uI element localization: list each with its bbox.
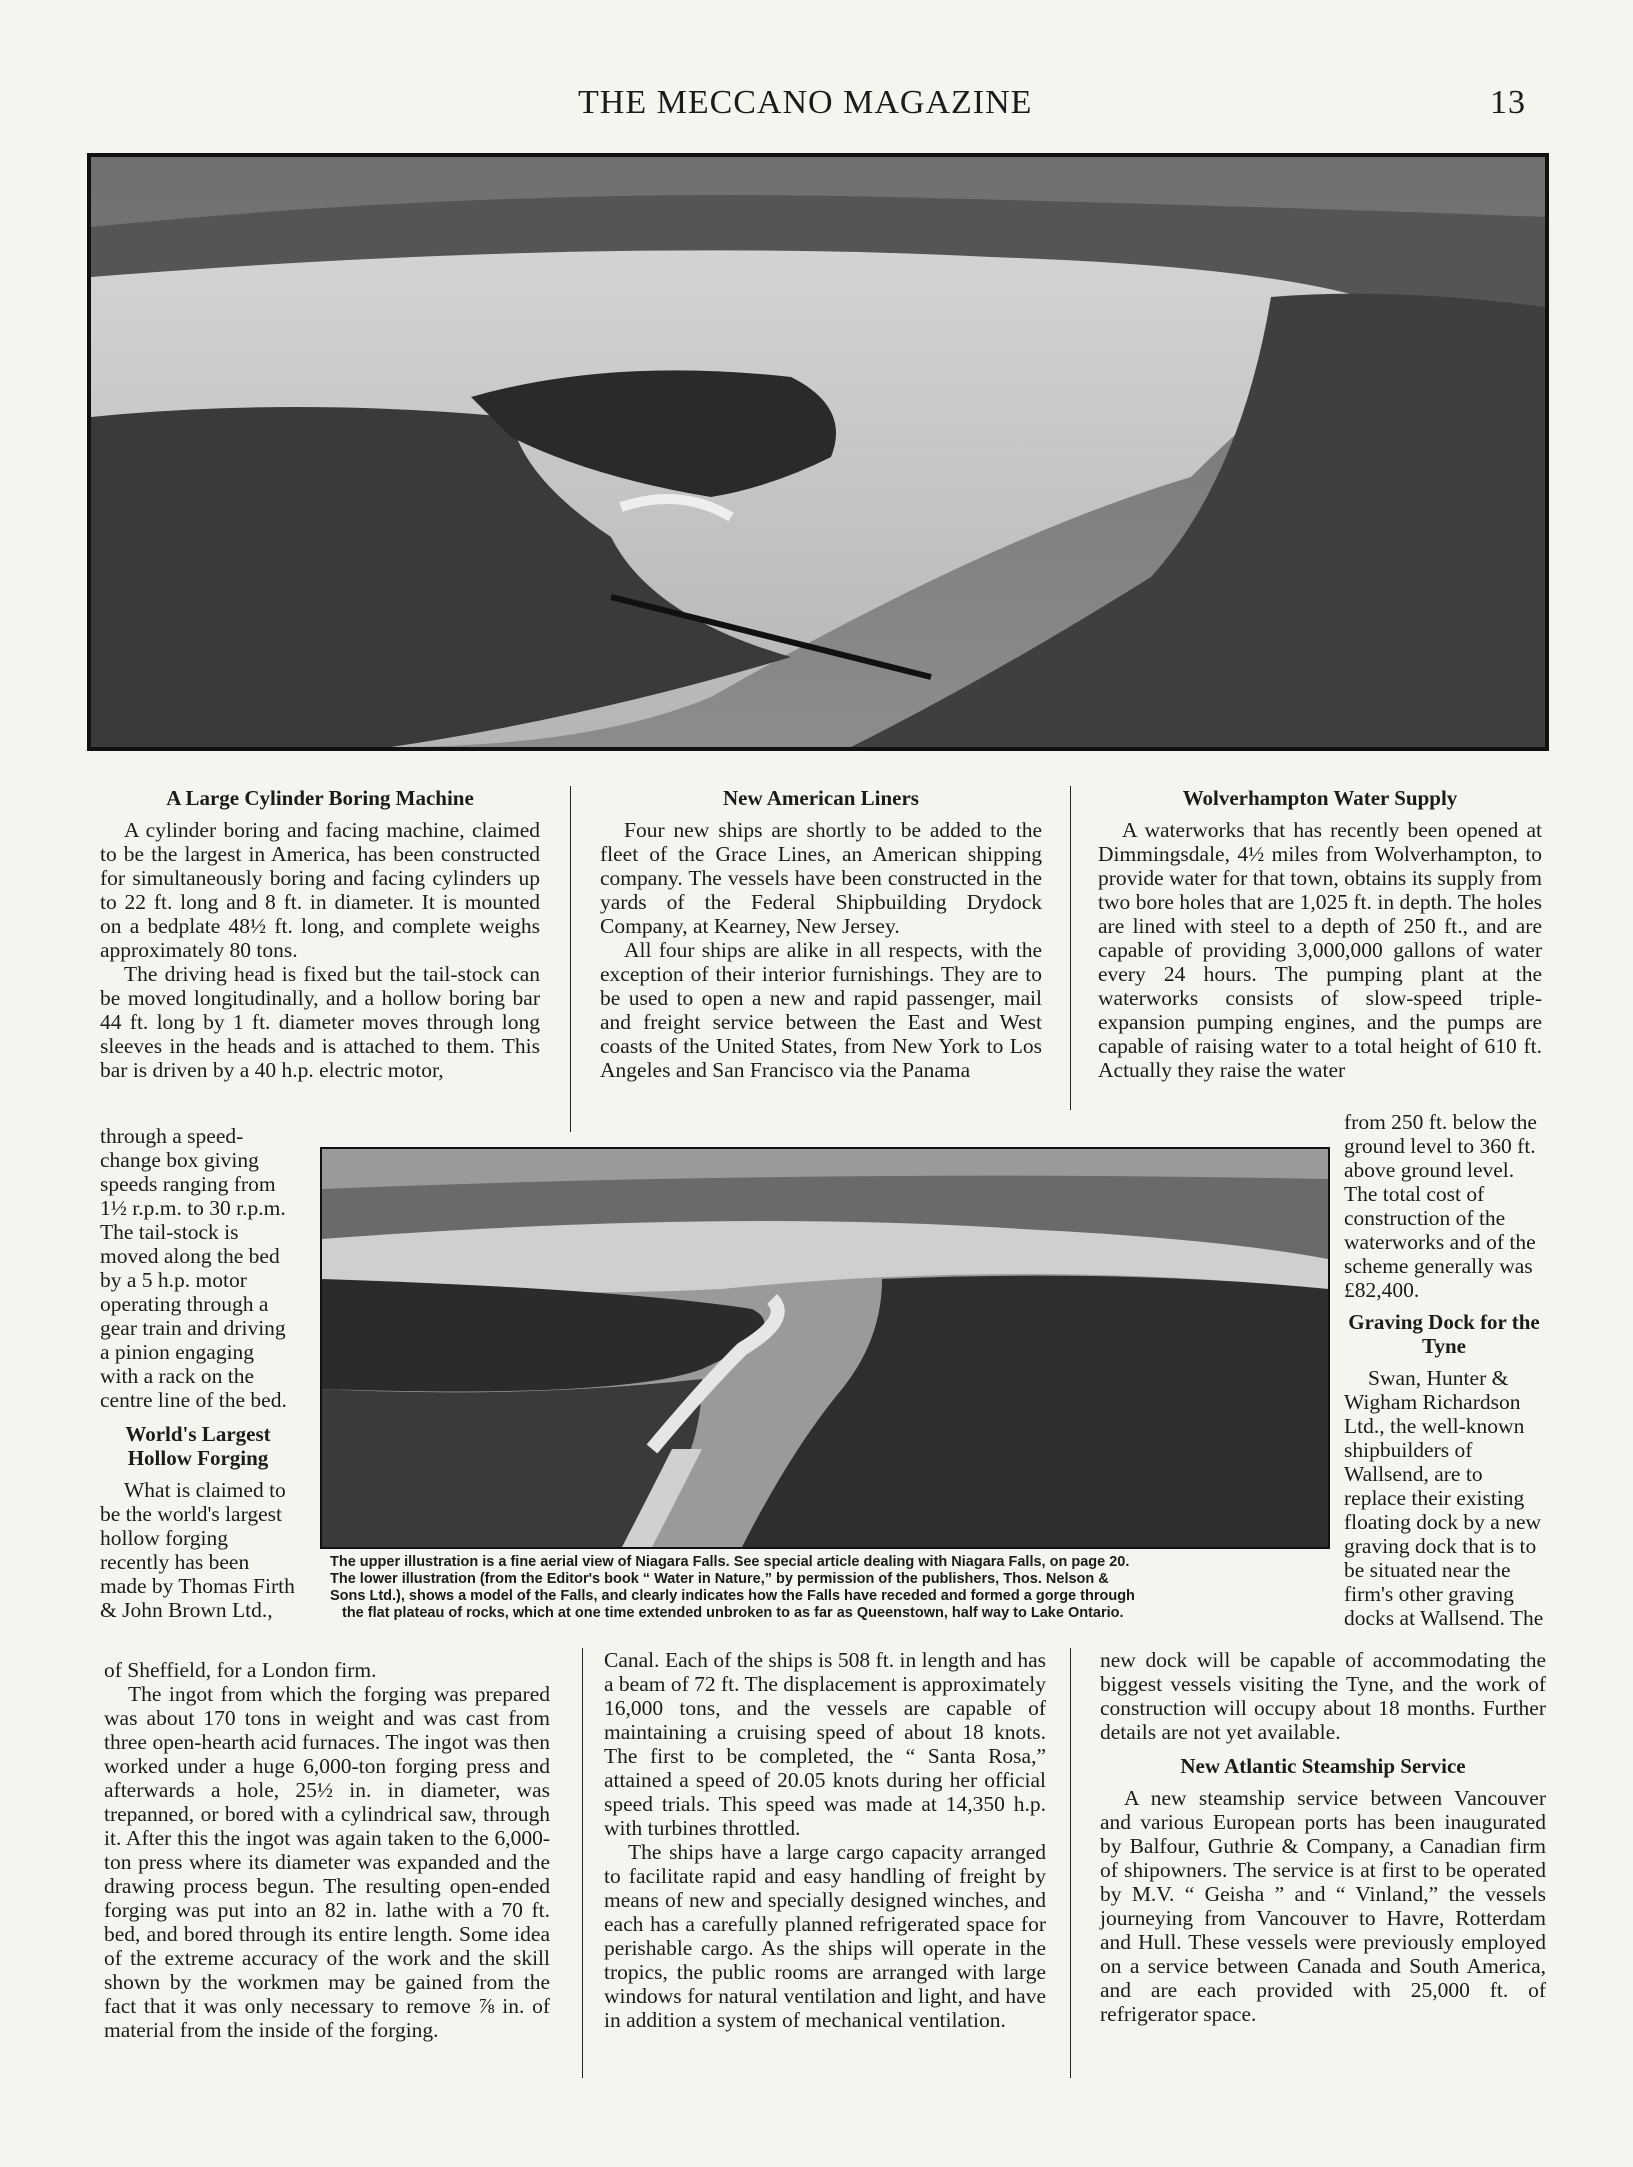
- photo-caption: [330, 1554, 1316, 1622]
- article-text: The ships have a large cargo capacity arranged to facilitate rapid and easy handling of freight by means of new and specially designed winches, and each has a carefully planned refrigerated space for perishable cargo. As the ships will operate in the tropics, the public rooms are arranged with large windows for natural ventilation and light, and have in addition a system of mechanical ventilation.: [604, 1840, 1046, 2032]
- article-text: Four new ships are shortly to be added to the fleet of the Grace Lines, an American shipping company. The vessels have been constructed in the yards of the Federal Shipbuilding Drydock Company, at Kearney, New Jersey.: [600, 818, 1042, 938]
- article-text: from 250 ft. below the ground level to 360 ft. above ground level. The total cost of construction of the waterworks and of the scheme generally was £82,400.: [1344, 1110, 1537, 1302]
- column-1-bottom: [104, 1658, 550, 2042]
- heading-wolverhampton: Wolverhampton Water Supply: [1182, 786, 1458, 810]
- column-rule-1: [570, 786, 571, 1132]
- magazine-title: THE MECCANO MAGAZINE: [578, 84, 1033, 121]
- article-text: A waterworks that has recently been opened at Dimmingsdale, 4½ miles from Wolverhampton, to provide water for that town, obtains its supply from two bore holes that are 1,025 ft. in depth. The holes are lined with steel to a depth of 250 ft., and are capable of providing 3,000,000 gallons of water every 24 hours. The pumping plant at the waterworks consists of slow-speed triple-expansion pumping engines, and the pumps are capable of raising water to a total height of 610 ft. Actually they raise the water: [1098, 818, 1542, 1082]
- heading-graving-dock: Graving Dock for the Tyne: [1348, 1310, 1540, 1358]
- aerial-photo-image: [91, 157, 1545, 747]
- caption-line-2: The lower illustration (from the Editor's book “ Water in Nature,” by permission of the publishers, Thos. Nelson &: [330, 1571, 1109, 1587]
- heading-atlantic-service: New Atlantic Steamship Service: [1180, 1754, 1466, 1778]
- column-1-narrow: [100, 1124, 296, 1622]
- article-text: A new steamship service between Vancouver and various European ports has been inaugurated by Balfour, Guthrie & Company, a Canadian firm of shipowners. The service is at first to be operated by M.V. “ Geisha ” and “ Vinland,” the vessels journeying from Vancouver to Havre, Rotterdam and Hull. These vessels were previously employed on a service between Canada and South America, and are each provided with 25,000 ft. of refrigerator space.: [1100, 1786, 1546, 2026]
- article-text: A cylinder boring and facing machine, claimed to be the largest in America, has been constructed for simultaneously boring and facing cylinders up to 22 ft. long and 8 ft. in diameter. It is mounted on a bedplate 48½ ft. long, and complete weighs approximately 80 tons.: [100, 818, 540, 962]
- column-1-top: [100, 786, 540, 1082]
- article-text: new dock will be capable of accommodating the biggest vessels visiting the Tyne, and the work of construction will occupy about 18 months. Further details are not yet available.: [1100, 1648, 1546, 1744]
- caption-line-4: the flat plateau of rocks, which at one time extended unbroken to as far as Queenstown, half way to Lake Ontario.: [342, 1605, 1124, 1621]
- top-photo-niagara-aerial: [87, 153, 1549, 751]
- article-text: The driving head is fixed but the tail-stock can be moved longitudinally, and a hollow boring bar 44 ft. long by 1 ft. diameter moves through long sleeves in the heads and is attached to them. This bar is driven by a 40 h.p. electric motor,: [100, 962, 540, 1082]
- page-number: 13: [1490, 84, 1526, 121]
- article-text: All four ships are alike in all respects, with the exception of their interior furnishings. They are to be used to open a new and rapid passenger, mail and freight service between the East and West coasts of the United States, from New York to Los Angeles and San Francisco via the Panama: [600, 938, 1042, 1082]
- heading-cylinder-boring: A Large Cylinder Boring Machine: [166, 786, 474, 810]
- column-rule-3: [582, 1648, 583, 2078]
- article-text: through a speed-change box giving speeds ranging from 1½ r.p.m. to 30 r.p.m. The tail-stock is moved along the bed by a 5 h.p. motor operating through a gear train and driving a pinion engaging with a rack on the centre line of the bed.: [100, 1124, 287, 1412]
- column-2-top: [600, 786, 1042, 1082]
- article-text: The ingot from which the forging was prepared was about 170 tons in weight and was cast from three open-hearth acid furnaces. The ingot was then worked under a huge 6,000-ton forging press and afterwards a hole, 25½ in. in diameter, was trepanned, or bored with a cylindrical saw, through it. After this the ingot was again taken to the 6,000-ton press where its diameter was expanded and the drawing process begun. The resulting open-ended forging was put into an 82 in. lathe with a 70 ft. bed, and bored through its entire length. Some idea of the extreme accuracy of the work and the skill shown by the workmen may be gained from the fact that it was only necessary to remove ⅞ in. of material from the inside of the forging.: [104, 1682, 550, 2042]
- model-photo-image: [322, 1149, 1328, 1547]
- caption-line-3: Sons Ltd.), shows a model of the Falls, and clearly indicates how the Falls have receded and formed a gorge through: [330, 1588, 1135, 1604]
- column-2-bottom: [604, 1648, 1046, 2032]
- inset-photo-falls-model: [320, 1147, 1330, 1549]
- article-text: Canal. Each of the ships is 508 ft. in length and has a beam of 72 ft. The displacement is approximately 16,000 tons, and the vessels are capable of maintaining a cruising speed of about 18 knots. The first to be completed, the “ Santa Rosa,” attained a speed of 20.05 knots during her official speed trials. This speed was made at 14,350 h.p. with turbines throttled.: [604, 1648, 1047, 1840]
- column-3-top: [1098, 786, 1542, 1082]
- caption-line-1: The upper illustration is a fine aerial view of Niagara Falls. See special article dealing with Niagara Falls, on page 20.: [330, 1554, 1130, 1570]
- column-rule-2: [1070, 786, 1071, 1110]
- article-text: What is claimed to be the world's largest hollow forging recently has been made by Thomas Firth & John Brown Ltd.,: [100, 1478, 295, 1622]
- article-text: Swan, Hunter & Wigham Richardson Ltd., the well-known shipbuilders of Wallsend, are to replace their existing floating dock by a new graving dock that is to be situated near the firm's other graving docks at Wallsend. The: [1344, 1366, 1544, 1630]
- column-3-bottom: [1100, 1648, 1546, 2026]
- heading-hollow-forging: World's Largest Hollow Forging: [125, 1422, 271, 1470]
- article-text: of Sheffield, for a London firm.: [104, 1658, 377, 1682]
- column-rule-4: [1070, 1648, 1071, 2078]
- column-3-narrow: [1344, 1110, 1544, 1630]
- heading-american-liners: New American Liners: [723, 786, 919, 810]
